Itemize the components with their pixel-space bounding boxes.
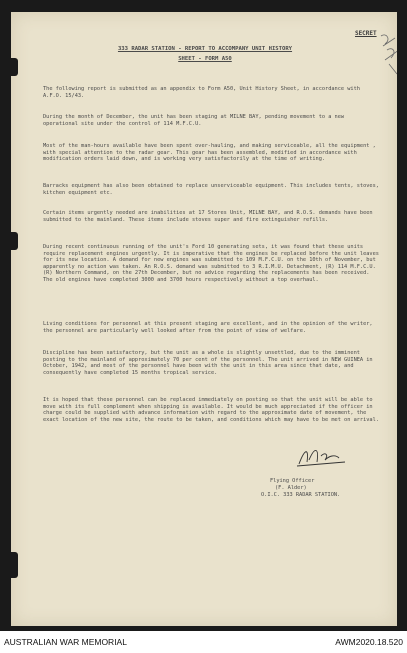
paragraph: Discipline has been satisfactory, but the unit as a whole is slightly unsettled, due to the imminent posting to the mainland of approximately 70 per cent of the personnel. The unit arrived in NEW GUINEA in October, 1942, and most of the personnel have been with the unit in this area since that date, and consequently have completed 15 months tropical service. <box>43 350 373 376</box>
handwritten-signature <box>295 442 355 472</box>
paragraph: Certain items urgently needed are inabilities at 17 Stores Unit, MILNE BAY, and R.O.S. demands have been submitted to the mainland. These items include stoves super and fire extinguisher refills. <box>43 210 373 223</box>
archive-footer <box>0 633 407 653</box>
binder-tab <box>11 232 18 250</box>
document-subtitle: SHEET - FORM A50 <box>178 56 232 62</box>
classification-marking: SECRET <box>355 30 377 37</box>
archive-credit: AUSTRALIAN WAR MEMORIAL <box>4 637 127 647</box>
signature-name: (F. Alder) <box>275 485 307 491</box>
document-page <box>11 12 397 626</box>
signature-rank: Flying Officer <box>270 478 315 484</box>
paragraph: During recent continuous running of the unit's Ford 10 generating sets, it was found that these units require replacement engines urgently. It is imperative that the engines be replaced before the unit leaves for its new location. A demand for new engines was submitted to 109 M.F.C.U. on the 10th of November, but apparently no action was taken. An R.O.S. demand was submitted to 3 R.I.M.U. Detachment, (R) 114 M.F.C.U. (R) Northern Command, on the 27th December, but no advice regarding the replacements has been received. The old engines have completed 3000 and 3700 hours respectively without a top overhaul. <box>43 244 379 283</box>
handwritten-annotation <box>377 30 397 76</box>
paragraph: Barracks equipment has also been obtained to replace unserviceable equipment. This includes tents, stoves, kitchen equipment etc. <box>43 183 379 196</box>
archive-identifier: AWM2020.18.520 <box>335 637 403 647</box>
paragraph: The following report is submitted as an appendix to Form A50, Unit History Sheet, in accordance with A.F.O. 15/43. <box>43 86 360 99</box>
document-title: 333 RADAR STATION - REPORT TO ACCOMPANY UNIT HISTORY <box>117 46 293 52</box>
paragraph: Living conditions for personnel at this present staging are excellent, and in the opinion of the writer, the personnel are particularly well looked after from the point of view of welfare. <box>43 321 373 334</box>
binder-tab <box>11 58 18 76</box>
signature-unit: O.I.C. 333 RADAR STATION. <box>261 492 341 498</box>
paragraph: It is hoped that these personnel can be replaced immediately on posting so that the unit will be able to move with its full complement when shipping is available. It would be much appreciated if the officer in charge could be supplied with advance information with regard to the approximate date of movement, the exact location of the new site, the route to be taken, and conditions which may have to be met on arrival. <box>43 397 379 423</box>
paragraph: During the month of December, the unit has been staging at MILNE BAY, pending movement to a new operational site under the control of 114 M.F.C.U. <box>43 114 345 127</box>
paragraph: Most of the man-hours available have been spent over-hauling, and making serviceable, all the equipment , with special attention to the radar gear. This gear has been assembled, modified in accordance with modification orders laid down, and is working very satisfactorily at the time of writing. <box>43 143 376 163</box>
binder-tab <box>11 552 18 578</box>
